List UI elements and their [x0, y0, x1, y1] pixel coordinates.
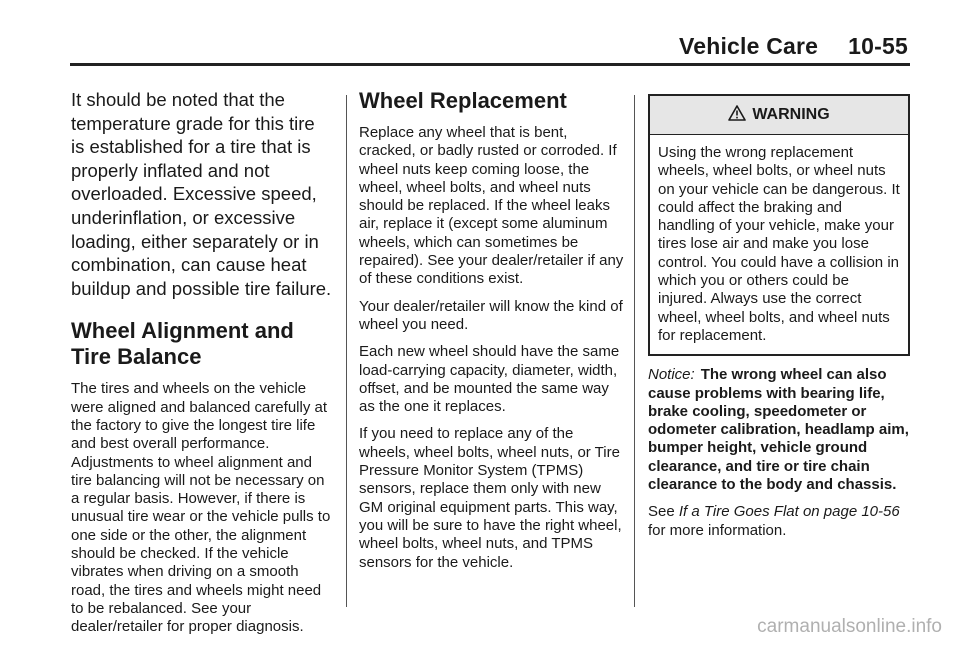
- cross-reference-link[interactable]: If a Tire Goes Flat on page 10-56: [678, 503, 900, 521]
- replacement-paragraph-3: Each new wheel should have the same load-carrying capacity, diameter, width, offset, and be mounted the same way as the one it replaces.: [359, 343, 620, 416]
- warning-title: WARNING: [752, 106, 830, 123]
- section-title: Vehicle Care: [678, 33, 819, 59]
- notice-label: Notice:: [648, 366, 695, 384]
- notice-text: The wrong wheel can also cause problems with bearing life, brake cooling, speedometer or odometer calibration, headlamp aim, bumper height, vehicle ground clearance, and tire or tire chain clearance to the body and chassis.: [648, 366, 909, 494]
- column-middle: [359, 88, 625, 581]
- column-divider: [634, 95, 635, 607]
- replacement-paragraph-4: If you need to replace any of the wheels, wheel bolts, wheel nuts, or Tire Pressure Monitor System (TPMS) sensors, replace them only with new GM original equipment parts. This way, you will be sure to have the right wheel, wheel bolts, wheel nuts, and TPMS sensors for the vehicle.: [359, 425, 622, 571]
- page-number: 10-55: [848, 33, 908, 59]
- section-heading-wheel-replacement: Wheel Replacement: [359, 88, 567, 113]
- warning-header: [650, 96, 908, 135]
- column-divider: [346, 95, 347, 607]
- see-prefix: See: [648, 503, 675, 521]
- replacement-paragraph-1: Replace any wheel that is bent, cracked, or badly rusted or corroded. If wheel nuts keep coming loose, the wheel, wheel bolts, and wheel nuts should be replaced. If the wheel leaks air, replace it (except some aluminum wheels, which can sometimes be repaired). See your dealer/retailer if any of these conditions exist.: [359, 124, 624, 288]
- warning-triangle-icon: [728, 105, 746, 126]
- notice-paragraph: [648, 366, 910, 494]
- column-left: [71, 88, 333, 646]
- see-suffix: for more information.: [648, 521, 787, 539]
- header-rule: [70, 63, 910, 66]
- intro-paragraph: It should be noted that the temperature grade for this tire is established for a tire that is properly inflated and not overloaded. Excessive speed, underinflation, or excessive loading, either separately or in combination, can cause heat buildup and possible tire failure.: [71, 89, 332, 299]
- watermark: carmanualsonline.info: [757, 616, 942, 637]
- warning-box: [648, 94, 910, 356]
- page-header: [679, 33, 908, 60]
- see-reference: [648, 503, 910, 540]
- replacement-paragraph-2: Your dealer/retailer will know the kind of wheel you need.: [359, 297, 623, 333]
- section-heading-alignment: Wheel Alignment and Tire Balance: [71, 318, 294, 370]
- alignment-paragraph: The tires and wheels on the vehicle were aligned and balanced carefully at the factory to give the longest tire life and best overall performance. Adjustments to wheel alignment and tire balancing will not be necessary on a regular basis. However, if there is unusual tire wear or the vehicle pulls to one side or the other, the alignment should be checked. If the vehicle vibrates when driving on a smooth road, the tires and wheels might need to be rebalanced. See your dealer/retailer for proper diagnosis.: [71, 380, 331, 636]
- warning-text: Using the wrong replacement wheels, wheel bolts, or wheel nuts on your vehicle can be dangerous. It could affect the braking and handling of your vehicle, make your tires lose air and make you lose control. You could have a collision in which you or others could be injured. Always use the correct wheel, wheel bolts, and wheel nuts for replacement.: [658, 144, 900, 344]
- column-right: [648, 88, 910, 540]
